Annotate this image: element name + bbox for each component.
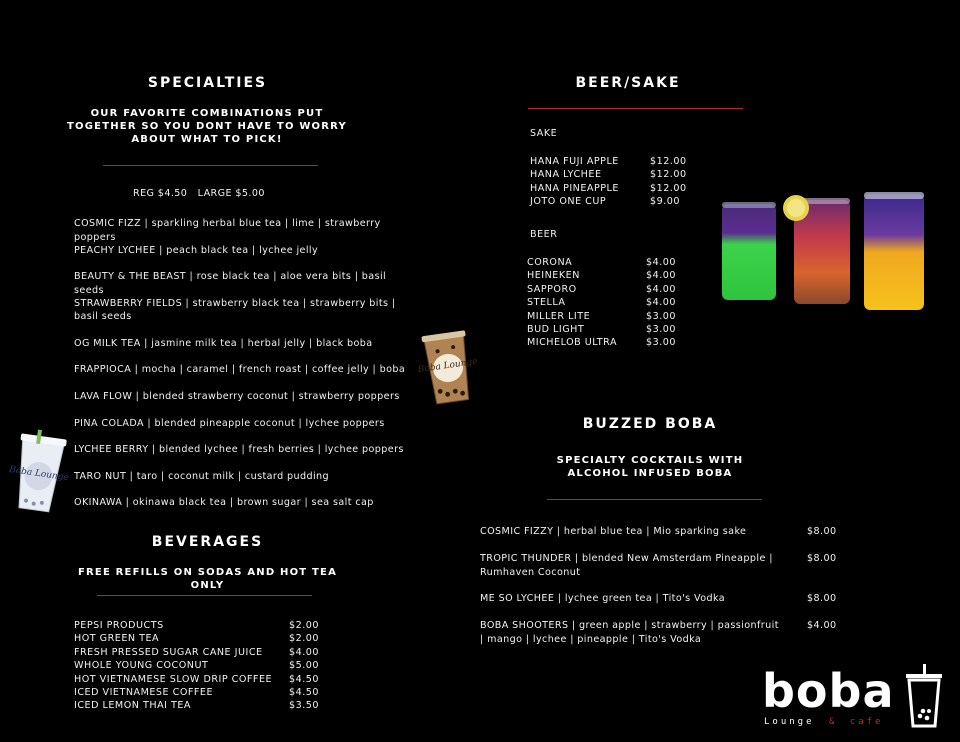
item-price: $3.00 bbox=[646, 310, 676, 322]
cup-label: Boba Lounge bbox=[417, 356, 479, 376]
item-name: MICHELOB ULTRA bbox=[527, 337, 618, 349]
list-item: TARO NUT | taro | coconut milk | custard pudding bbox=[74, 470, 330, 482]
item-price: $4.50 bbox=[289, 687, 319, 699]
item-name: ICED VIETNAMESE COFFEE bbox=[74, 687, 214, 699]
specialties-rule bbox=[103, 165, 318, 166]
list-item bbox=[480, 525, 840, 552]
cocktail-glasses-image bbox=[718, 190, 930, 315]
beer-sake-title: BEER/SAKE bbox=[575, 75, 681, 91]
item-name: HANA FUJI APPLE bbox=[530, 156, 619, 167]
list-item: PINA COLADA | blended pineapple coconut | lychee poppers bbox=[74, 417, 385, 429]
list-item bbox=[527, 323, 687, 336]
list-item bbox=[527, 336, 687, 349]
item-name: ICED LEMON THAI TEA bbox=[74, 700, 191, 712]
list-item bbox=[530, 168, 700, 181]
item-price: $3.00 bbox=[646, 337, 676, 349]
list-item bbox=[530, 155, 700, 168]
item-price: $2.00 bbox=[289, 633, 319, 645]
item-price: $3.00 bbox=[646, 324, 676, 336]
item-name: COSMIC FIZZY | herbal blue tea | Mio sparking sake bbox=[480, 526, 747, 537]
buzzed-boba-subtitle: SPECIALTY COCKTAILS WITH ALCOHOL INFUSED BOBA bbox=[556, 455, 744, 479]
list-item bbox=[74, 619, 334, 632]
list-item bbox=[74, 673, 334, 686]
list-item bbox=[74, 686, 334, 699]
item-name: MILLER LITE bbox=[527, 310, 591, 322]
list-item bbox=[527, 269, 687, 282]
item-price: $4.00 bbox=[646, 270, 676, 282]
list-item: BEAUTY & THE BEAST | rose black tea | aloe vera bits | basil seeds bbox=[74, 271, 387, 296]
item-name: HOT VIETNAMESE SLOW DRIP COFFEE bbox=[74, 673, 273, 685]
tagline-cafe: cafe bbox=[849, 717, 884, 727]
list-item bbox=[74, 659, 334, 672]
item-price: $4.00 bbox=[646, 283, 676, 295]
list-item: FRAPPIOCA | mocha | caramel | french roast | coffee jelly | boba bbox=[74, 364, 406, 376]
item-price: $12.00 bbox=[650, 182, 687, 194]
logo-wordmark: boba bbox=[762, 664, 895, 718]
item-name: JOTO ONE CUP bbox=[530, 196, 607, 208]
beverages-subtitle: FREE REFILLS ON SODAS AND HOT TEA ONLY bbox=[77, 567, 338, 591]
list-item bbox=[480, 552, 840, 592]
item-price: $12.00 bbox=[650, 156, 687, 167]
specialties-list bbox=[74, 217, 414, 523]
beverages-rule bbox=[97, 595, 312, 596]
tagline-lounge: Lounge bbox=[764, 717, 815, 727]
sake-list bbox=[530, 155, 700, 209]
item-price: $9.00 bbox=[650, 196, 680, 208]
list-item bbox=[527, 296, 687, 309]
beer-label: BEER bbox=[530, 229, 558, 240]
list-item: LAVA FLOW | blended strawberry coconut | strawberry poppers bbox=[74, 390, 400, 402]
item-name: TROPIC THUNDER | blended New Amsterdam Pineapple | Rumhaven Coconut bbox=[480, 553, 773, 578]
item-name: FRESH PRESSED SUGAR CANE JUICE bbox=[74, 646, 263, 658]
item-price: $4.50 bbox=[289, 673, 319, 685]
item-name: HOT GREEN TEA bbox=[74, 633, 160, 645]
beverages-list bbox=[74, 619, 334, 713]
list-item bbox=[74, 646, 334, 659]
item-name: CORONA bbox=[527, 257, 573, 268]
specialties-pricing: REG $4.50 LARGE $5.00 bbox=[133, 188, 265, 199]
buzzed-list bbox=[480, 525, 840, 659]
item-price: $3.50 bbox=[289, 700, 319, 712]
item-name: BOBA SHOOTERS | green apple | strawberry | passionfruit | mango | lychee | pineapple | Tito's Vodka bbox=[480, 620, 779, 645]
boba-cup-logo-icon bbox=[904, 664, 944, 728]
logo-tagline bbox=[764, 717, 883, 727]
buzzed-boba-rule bbox=[547, 499, 762, 500]
list-item bbox=[527, 256, 687, 269]
item-price: $12.00 bbox=[650, 169, 687, 181]
specialties-title: SPECIALTIES bbox=[147, 75, 268, 91]
beer-list bbox=[527, 256, 687, 350]
list-item bbox=[480, 592, 840, 619]
list-item bbox=[74, 699, 334, 712]
item-name: BUD LIGHT bbox=[527, 324, 585, 336]
item-price: $4.00 bbox=[646, 297, 676, 309]
list-item: LYCHEE BERRY | blended lychee | fresh berries | lychee poppers bbox=[74, 444, 404, 456]
item-name: HANA PINEAPPLE bbox=[530, 182, 619, 194]
list-item: PEACHY LYCHEE | peach black tea | lychee jelly bbox=[74, 244, 319, 256]
cup-label: Boba Lounge bbox=[8, 464, 70, 484]
item-price: $8.00 bbox=[807, 553, 837, 564]
list-item: STRAWBERRY FIELDS | strawberry black tea | strawberry bits | basil seeds bbox=[74, 297, 396, 323]
beer-sake-rule bbox=[528, 108, 743, 109]
item-price: $8.00 bbox=[807, 593, 837, 604]
list-item: OG MILK TEA | jasmine milk tea | herbal jelly | black boba bbox=[74, 337, 373, 349]
item-price: $5.00 bbox=[289, 660, 319, 672]
sake-label: SAKE bbox=[530, 128, 558, 139]
item-name: HANA LYCHEE bbox=[530, 169, 602, 181]
list-item bbox=[527, 283, 687, 296]
list-item bbox=[530, 195, 700, 208]
taro-cup-image bbox=[8, 430, 70, 516]
item-price: $4.00 bbox=[807, 620, 837, 631]
item-name: STELLA bbox=[527, 297, 566, 309]
boba-lounge-logo bbox=[762, 664, 952, 736]
item-price: $4.00 bbox=[289, 646, 319, 658]
list-item: COSMIC FIZZ | sparkling herbal blue tea | lime | strawberry poppers bbox=[74, 218, 381, 243]
item-name: HEINEKEN bbox=[527, 270, 580, 282]
item-name: PEPSI PRODUCTS bbox=[74, 620, 164, 631]
item-name: SAPPORO bbox=[527, 283, 577, 295]
buzzed-boba-title: BUZZED BOBA bbox=[582, 416, 718, 432]
item-price: $8.00 bbox=[807, 526, 837, 537]
item-name: WHOLE YOUNG COCONUT bbox=[74, 660, 209, 672]
item-price: $2.00 bbox=[289, 620, 319, 631]
list-item bbox=[527, 310, 687, 323]
tagline-amp: & bbox=[828, 717, 838, 727]
list-item bbox=[74, 632, 334, 645]
beverages-title: BEVERAGES bbox=[151, 534, 264, 550]
boba-cup-image bbox=[417, 328, 479, 408]
specialties-subtitle: OUR FAVORITE COMBINATIONS PUT TOGETHER SO YOU DONT HAVE TO WORRY ABOUT WHAT TO PICK! bbox=[67, 108, 347, 145]
item-price: $4.00 bbox=[646, 257, 676, 268]
list-item bbox=[530, 182, 700, 195]
item-name: ME SO LYCHEE | lychee green tea | Tito's Vodka bbox=[480, 593, 726, 604]
list-item: OKINAWA | okinawa black tea | brown sugar | sea salt cap bbox=[74, 497, 374, 509]
list-item bbox=[480, 619, 840, 659]
